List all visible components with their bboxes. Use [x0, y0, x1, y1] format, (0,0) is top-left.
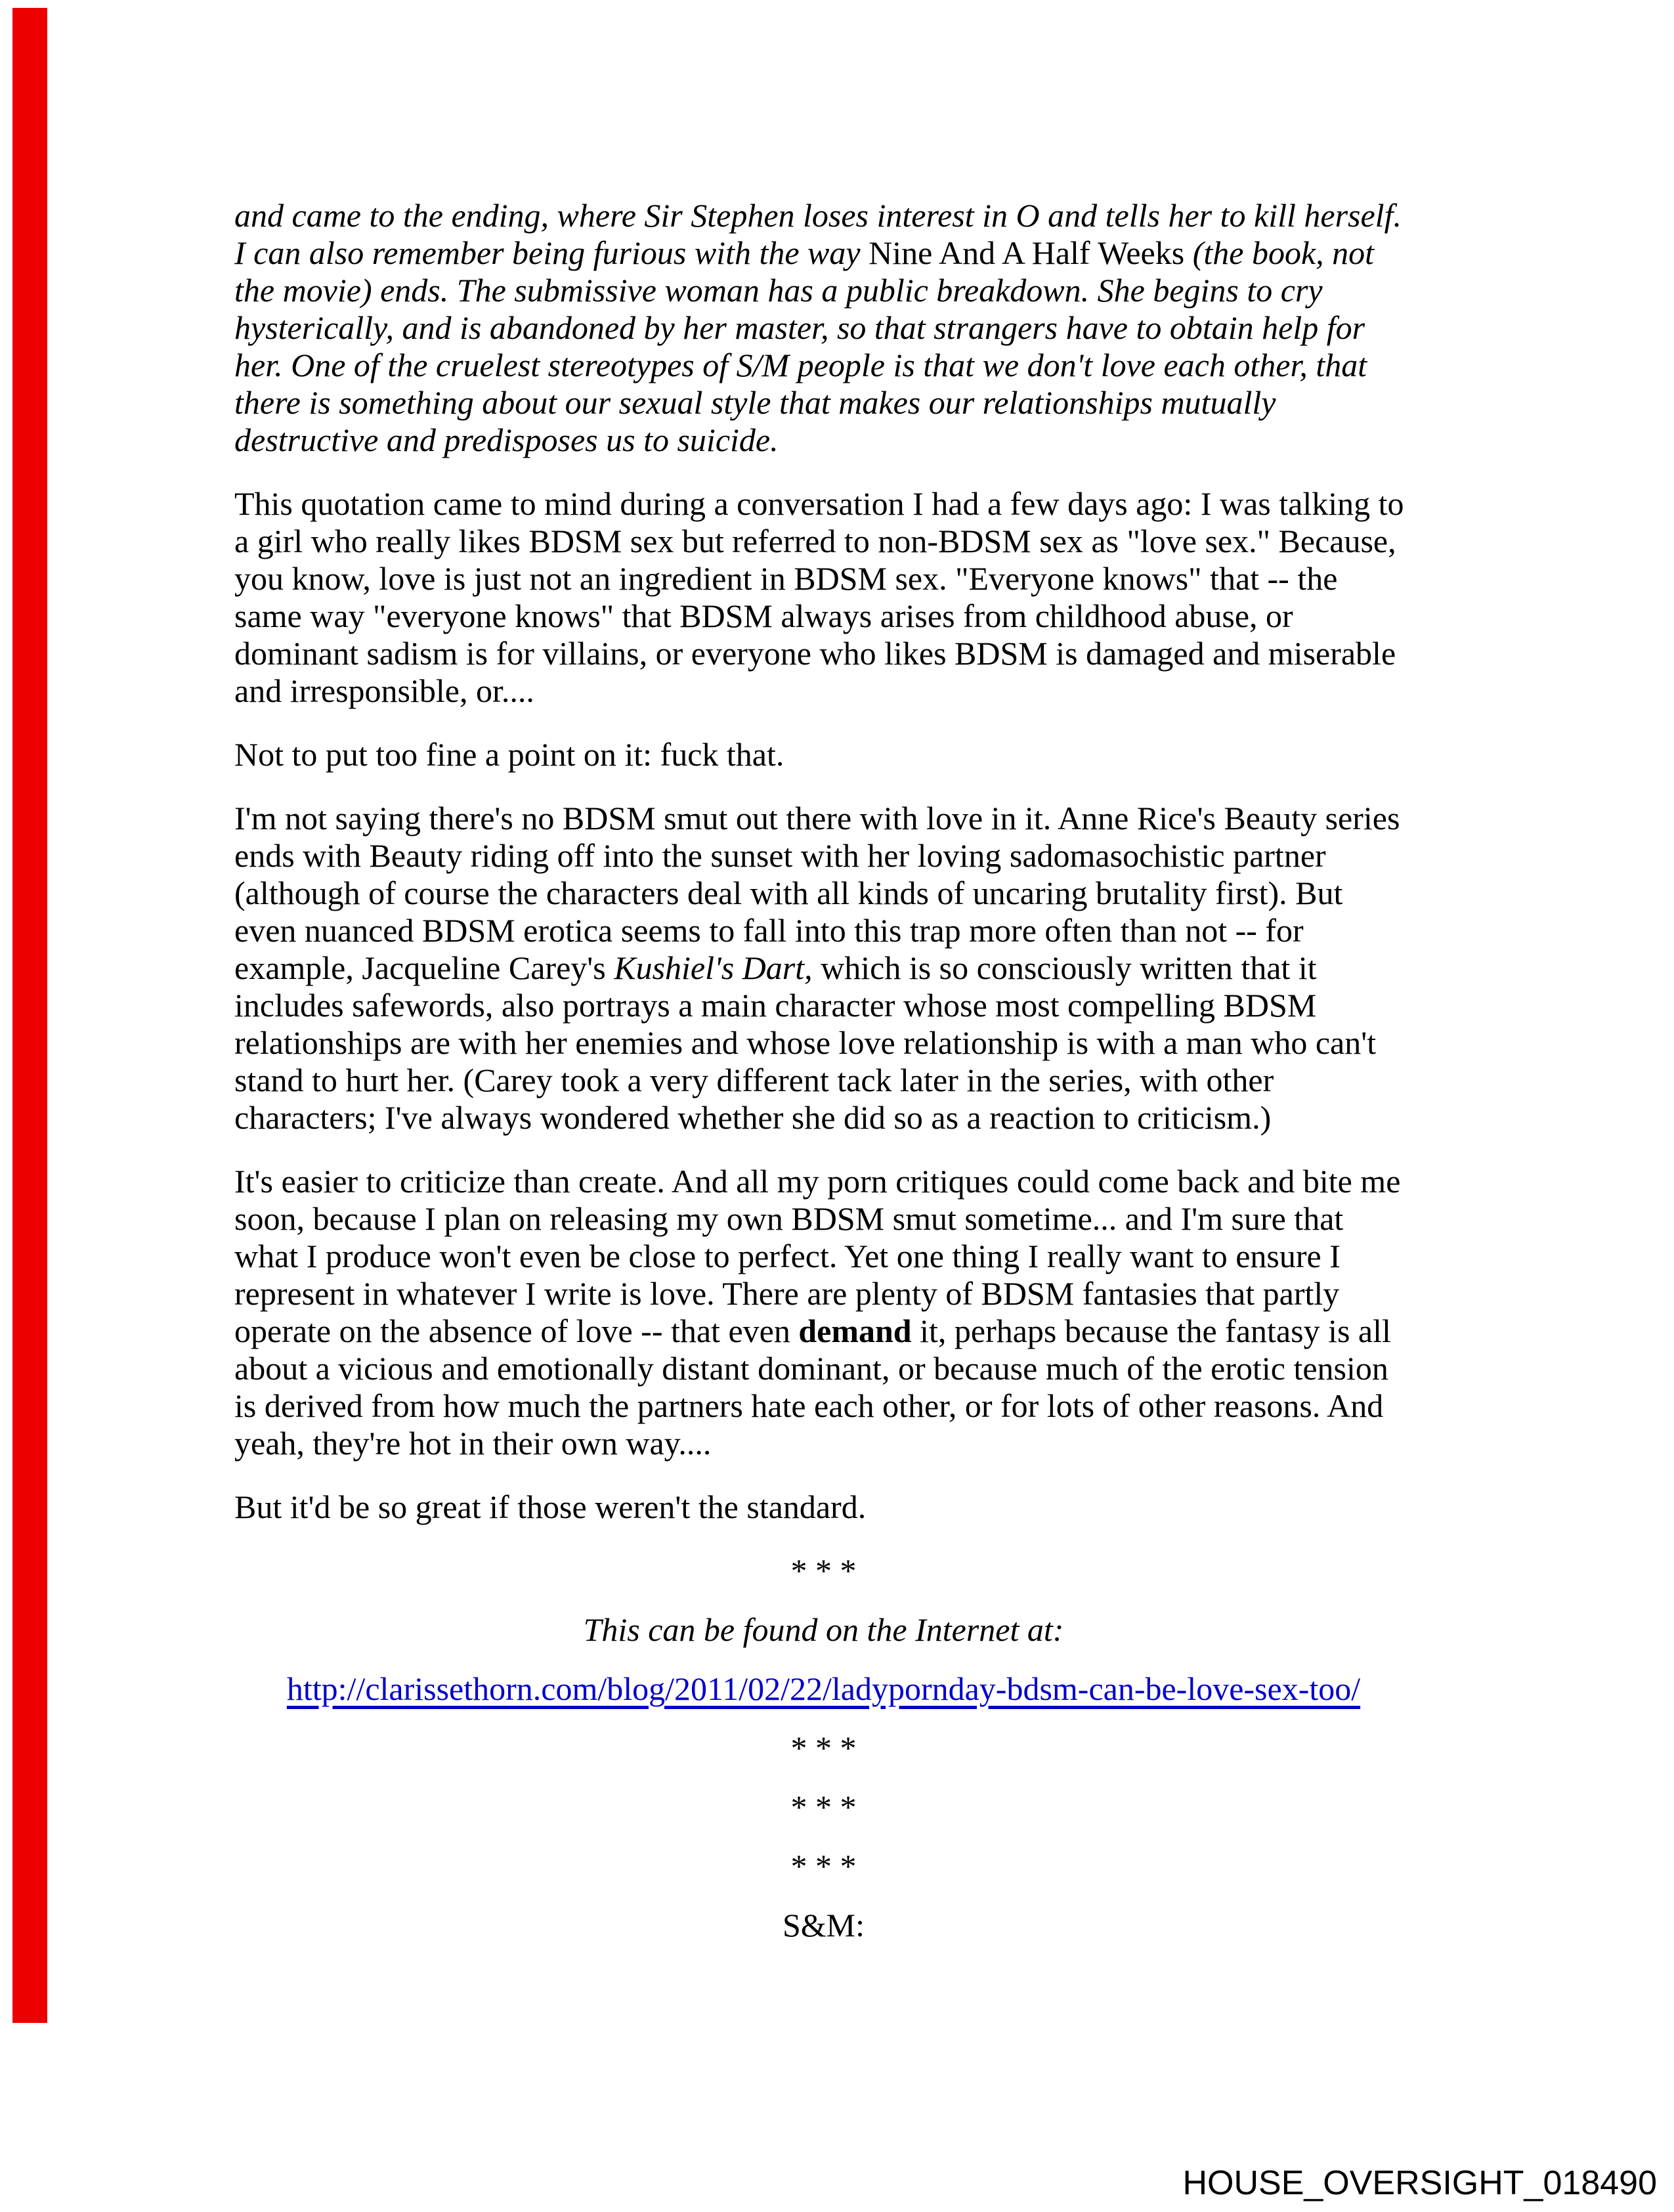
- article-url-link[interactable]: http://clarissethorn.com/blog/2011/02/22/ladypornday-bdsm-can-be-love-sex-too/: [286, 1670, 1361, 1707]
- text-run: which is so consciously written that it includes safewords, also portrays a main character whose most compelling BDSM relationships are with her enemies and whose love relationship is with a man who can't stand to hurt her. (Carey took a very different tack later in the series, with other characters; I've always wondered whether she did so as a reaction to criticism.): [234, 949, 1377, 1136]
- text-run: (the book, not the movie) ends. The submissive woman has a public breakdown. She begins to cry hysterically, and is abandoned by her master, so that strangers have to obtain help for her. One of the cruelest stereotypes of S/M people is that we don't love each other, that there is something about our sexual style that makes our relationships mutually destructive and predisposes us to suicide.: [234, 234, 1375, 458]
- link-row: [234, 1670, 1413, 1708]
- asterisk-separator-3: [234, 1789, 1413, 1826]
- text-run: Nine And A Half Weeks: [869, 234, 1185, 271]
- text-run: I'm not saying there's no BDSM smut out there with love in it. Anne Rice's Beauty series ends with Beauty riding off into the sunset with her loving sadomasochistic partner (although of course the characters deal with all kinds of uncaring brutality first). But even nuanced BDSM erotica seems to fall into this trap more often than not -- for example, Jacqueline Carey's: [234, 800, 1400, 986]
- text-run: * * *: [790, 1789, 857, 1825]
- asterisk-separator-1: [234, 1552, 1413, 1590]
- document-body: [234, 197, 1413, 1966]
- text-run: This quotation came to mind during a conversation I had a few days ago: I was talking to a girl who really likes BDSM sex but referred to non-BDSM sex as "love sex." Because, you know, love is just not an ingredient in BDSM sex. "Everyone knows" that -- the same way "everyone knows" that BDSM always arises from childhood abuse, or dominant sadism is for villains, or everyone who likes BDSM is damaged and miserable and irresponsible, or....: [234, 485, 1404, 709]
- asterisk-separator-2: [234, 1729, 1413, 1767]
- paragraph-story-of-o: [234, 197, 1413, 459]
- text-run: S&M:: [782, 1907, 865, 1943]
- paragraph-fuck-that: [234, 736, 1413, 773]
- text-run: This can be found on the Internet at:: [583, 1611, 1064, 1648]
- bates-number: HOUSE_OVERSIGHT_018490: [1182, 2164, 1657, 2202]
- text-run: demand: [798, 1312, 912, 1349]
- text-run: Not to put too fine a point on it: fuck that.: [234, 736, 784, 773]
- red-sidebar-bar: [12, 8, 47, 2023]
- text-run: * * *: [790, 1848, 857, 1884]
- text-run: * * *: [790, 1552, 857, 1589]
- paragraph-standard: [234, 1488, 1413, 1526]
- paragraph-easier-to-criticize: [234, 1163, 1413, 1462]
- text-run: * * *: [790, 1729, 857, 1766]
- text-run: Kushiel's Dart,: [614, 949, 813, 986]
- text-run: But it'd be so great if those weren't the standard.: [234, 1488, 867, 1525]
- sm-heading: [234, 1907, 1413, 1944]
- text-run: it, perhaps because the fantasy is all about a vicious and emotionally distant dominant, or because much of the erotic tension is derived from how much the partners hate each other, or for lots of other reasons. And yeah, they're hot in their own way....: [234, 1312, 1391, 1462]
- paragraph-bdsm-smut: [234, 800, 1413, 1137]
- asterisk-separator-4: [234, 1848, 1413, 1885]
- internet-note: [234, 1611, 1413, 1649]
- text-run: It's easier to criticize than create. And all my porn critiques could come back and bite me soon, because I plan on releasing my own BDSM smut sometime... and I'm sure that what I produce won't even be close to perfect. Yet one thing I really want to ensure I represent in whatever I write is love. There are plenty of BDSM fantasies that partly operate on the absence of love -- that even: [234, 1163, 1401, 1349]
- text-run: and came to the ending, where Sir Stephen loses interest in O and tells her to kill herself. I can also remember being furious with the way: [234, 197, 1402, 271]
- paragraph-love-sex: [234, 485, 1413, 710]
